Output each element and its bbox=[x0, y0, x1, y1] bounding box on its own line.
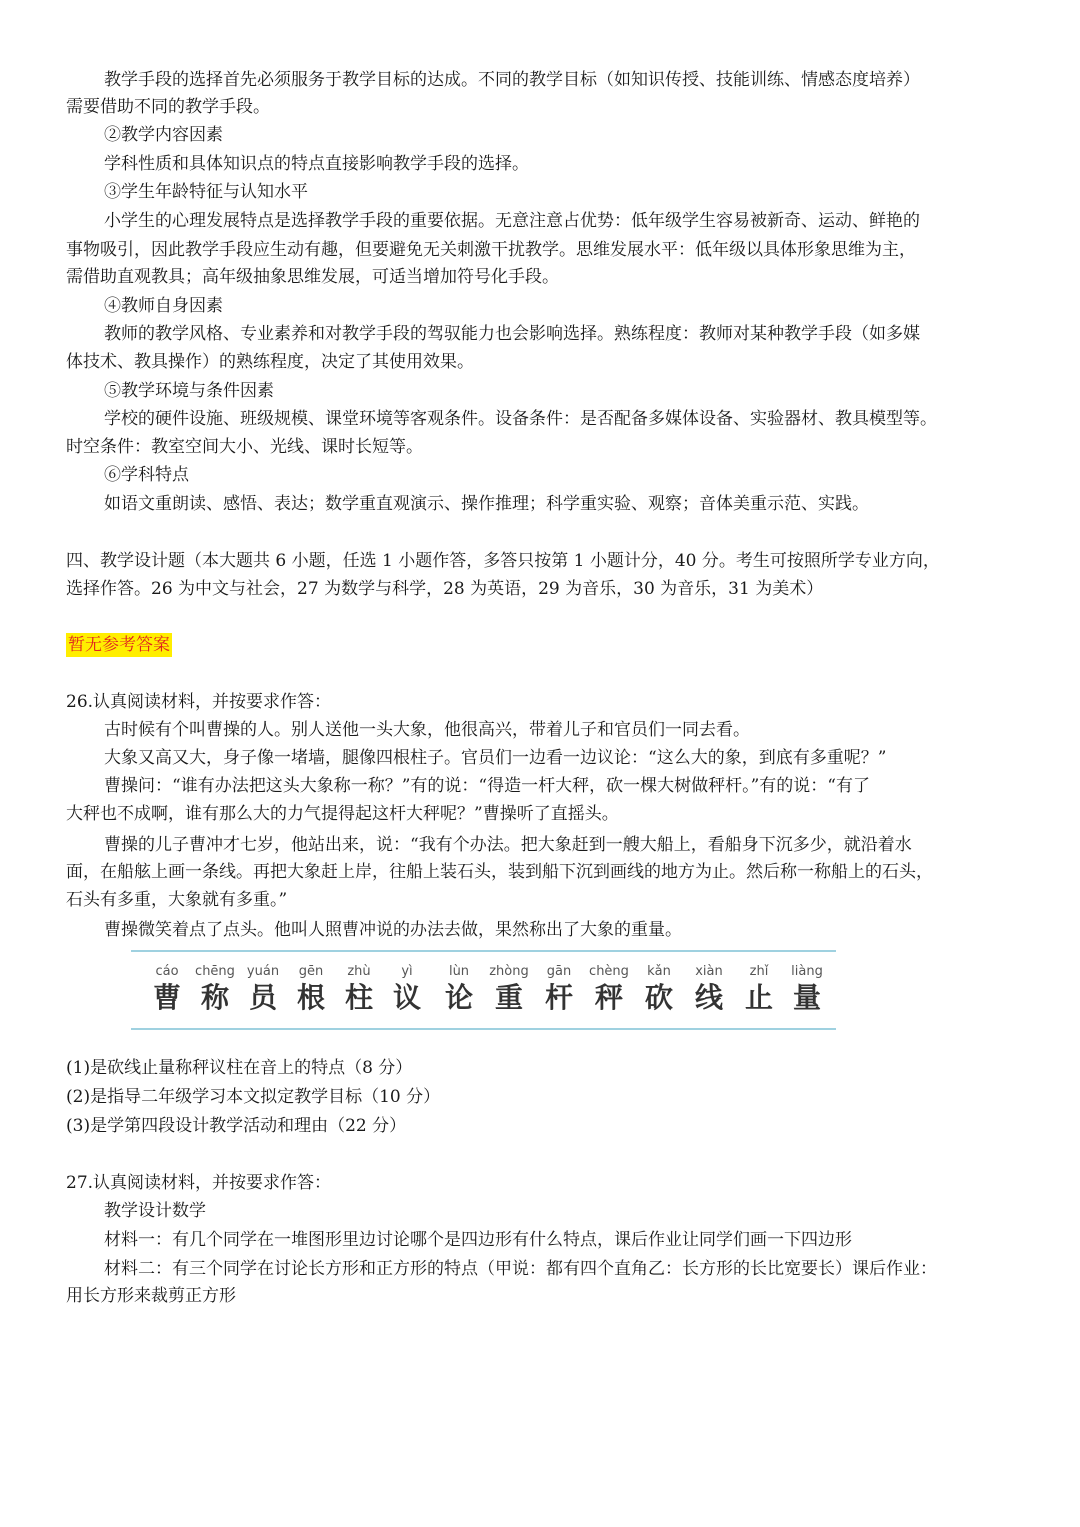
paragraph-line: 小学生的心理发展特点是选择教学手段的重要依据。无意注意占优势：低年级学生容易被新奇、运动、鲜艳的 bbox=[104, 211, 920, 231]
hanzi-label: 议 bbox=[392, 981, 421, 1014]
hanzi-label: 杆 bbox=[544, 981, 573, 1014]
hanzi-label: 量 bbox=[792, 981, 821, 1014]
passage-line: 材料一：有几个同学在一堆图形里边讨论哪个是四边形有什么特点，课后作业让同学们画一下四边形 bbox=[104, 1230, 852, 1250]
question-title: 27.认真阅读材料，并按要求作答： bbox=[66, 1173, 332, 1193]
passage-line: 用长方形来裁剪正方形 bbox=[66, 1286, 236, 1306]
pinyin-label: chèng bbox=[589, 964, 629, 979]
question-item: (1)是砍线止量称秤议柱在音上的特点（8 分） bbox=[66, 1058, 413, 1078]
pinyin-label: zhòng bbox=[489, 964, 529, 979]
paragraph-line: 学科性质和具体知识点的特点直接影响教学手段的选择。 bbox=[104, 154, 529, 174]
paragraph-line: 时空条件：教室空间大小、光线、课时长短等。 bbox=[66, 437, 423, 457]
passage-line: 石头有多重，大象就有多重。” bbox=[66, 890, 288, 910]
hanzi-label: 线 bbox=[694, 981, 723, 1014]
passage-line: 教学设计数学 bbox=[104, 1201, 206, 1221]
passage-line: 大象又高又大，身子像一堵墙，腿像四根柱子。官员们一边看一边议论：“这么大的象，到底有多重呢？” bbox=[104, 748, 887, 768]
paragraph-line: 需借助直观教具；高年级抽象思维发展，可适当增加符号化手段。 bbox=[66, 267, 559, 287]
character-cell bbox=[785, 964, 829, 1016]
table-top-rule bbox=[131, 950, 836, 952]
character-cell bbox=[193, 964, 237, 1016]
character-cell bbox=[337, 964, 381, 1016]
passage-line: 曹操问：“谁有办法把这头大象称一称？”有的说：“得造一杆大秤，砍一棵大树做秤杆。”有的说：“有了 bbox=[104, 776, 870, 796]
section-heading: ⑤教学环境与条件因素 bbox=[104, 381, 274, 401]
pinyin-label: zhǐ bbox=[749, 964, 769, 979]
pinyin-label: cáo bbox=[155, 964, 179, 979]
hanzi-label: 砍 bbox=[644, 981, 673, 1014]
hanzi-label: 曹 bbox=[152, 981, 181, 1014]
passage-line: 材料二：有三个同学在讨论长方形和正方形的特点（甲说：都有四个直角乙：长方形的长比宽要长）课后作业： bbox=[104, 1259, 937, 1279]
section-title: 四、教学设计题（本大题共 6 小题，任选 1 小题作答，多答只按第 1 小题计分，40 分。考生可按照所学专业方向， bbox=[66, 551, 940, 571]
section-heading: ④教师自身因素 bbox=[104, 296, 223, 316]
character-cell bbox=[385, 964, 429, 1016]
character-cell bbox=[737, 964, 781, 1016]
paragraph-line: 学校的硬件设施、班级规模、课堂环境等客观条件。设备条件：是否配备多媒体设备、实验器材、教具模型等。 bbox=[104, 409, 937, 429]
question-title: 26.认真阅读材料，并按要求作答： bbox=[66, 692, 332, 712]
hanzi-label: 根 bbox=[296, 981, 325, 1014]
character-table bbox=[131, 950, 836, 1032]
paragraph-line: 事物吸引，因此教学手段应生动有趣，但要避免无关刺激干扰教学。思维发展水平：低年级以具体形象思维为主， bbox=[66, 240, 916, 260]
hanzi-label: 称 bbox=[200, 981, 229, 1014]
pinyin-label: xiàn bbox=[695, 964, 723, 979]
character-cell bbox=[687, 964, 731, 1016]
table-bottom-rule bbox=[131, 1028, 836, 1030]
character-cell bbox=[145, 964, 189, 1016]
paragraph-line: 教学手段的选择首先必须服务于教学目标的达成。不同的教学目标（如知识传授、技能训练、情感态度培养） bbox=[104, 70, 920, 90]
character-cell bbox=[241, 964, 285, 1016]
paragraph-line: 体技术、教具操作）的熟练程度，决定了其使用效果。 bbox=[66, 352, 474, 372]
character-cell bbox=[487, 964, 531, 1016]
hanzi-label: 论 bbox=[444, 981, 473, 1014]
character-cell bbox=[587, 964, 631, 1016]
hanzi-label: 员 bbox=[248, 981, 277, 1014]
character-cell bbox=[289, 964, 333, 1016]
passage-line: 曹操的儿子曹冲才七岁，他站出来，说：“我有个办法。把大象赶到一艘大船上，看船身下沉多少，就沿着水 bbox=[104, 835, 912, 855]
hanzi-label: 柱 bbox=[344, 981, 373, 1014]
paragraph-line: 如语文重朗读、感悟、表达；数学重直观演示、操作推理；科学重实验、观察；音体美重示范、实践。 bbox=[104, 494, 869, 514]
paragraph-line: 教师的教学风格、专业素养和对教学手段的驾驭能力也会影响选择。熟练程度：教师对某种教学手段（如多媒 bbox=[104, 324, 920, 344]
pinyin-label: chēng bbox=[195, 964, 235, 979]
question-item: (2)是指导二年级学习本文拟定教学目标（10 分） bbox=[66, 1087, 441, 1107]
passage-line: 古时候有个叫曹操的人。别人送他一头大象，他很高兴，带着儿子和官员们一同去看。 bbox=[104, 720, 750, 740]
pinyin-label: lùn bbox=[448, 964, 470, 979]
passage-line: 曹操微笑着点了点头。他叫人照曹冲说的办法去做，果然称出了大象的重量。 bbox=[104, 920, 682, 940]
passage-line: 面，在船舷上画一条线。再把大象赶上岸，往船上装石头，装到船下沉到画线的地方为止。然后称一称船上的石头， bbox=[66, 862, 933, 882]
pinyin-label: kǎn bbox=[647, 964, 671, 979]
character-cell bbox=[537, 964, 581, 1016]
section-heading: ③学生年龄特征与认知水平 bbox=[104, 182, 308, 202]
character-cell bbox=[637, 964, 681, 1016]
pinyin-label: yuán bbox=[246, 964, 280, 979]
section-heading: ②教学内容因素 bbox=[104, 125, 223, 145]
pinyin-label: yì bbox=[401, 964, 413, 979]
hanzi-label: 重 bbox=[494, 981, 523, 1014]
hanzi-label: 止 bbox=[744, 981, 773, 1014]
pinyin-label: gēn bbox=[298, 964, 324, 979]
no-answer-badge: 暂无参考答案 bbox=[68, 635, 170, 655]
section-heading: ⑥学科特点 bbox=[104, 465, 189, 485]
pinyin-label: gān bbox=[546, 964, 572, 979]
question-item: (3)是学第四段设计教学活动和理由（22 分） bbox=[66, 1116, 407, 1136]
section-title: 选择作答。26 为中文与社会，27 为数学与科学，28 为英语，29 为音乐，30 为音乐，31 为美术） bbox=[66, 579, 824, 599]
paragraph-line: 需要借助不同的教学手段。 bbox=[66, 97, 270, 117]
pinyin-label: liàng bbox=[791, 964, 823, 979]
passage-line: 大秤也不成啊，谁有那么大的力气提得起这杆大秤呢？”曹操听了直摇头。 bbox=[66, 804, 619, 824]
hanzi-label: 秤 bbox=[594, 981, 623, 1014]
pinyin-label: zhù bbox=[347, 964, 371, 979]
character-cell bbox=[437, 964, 481, 1016]
